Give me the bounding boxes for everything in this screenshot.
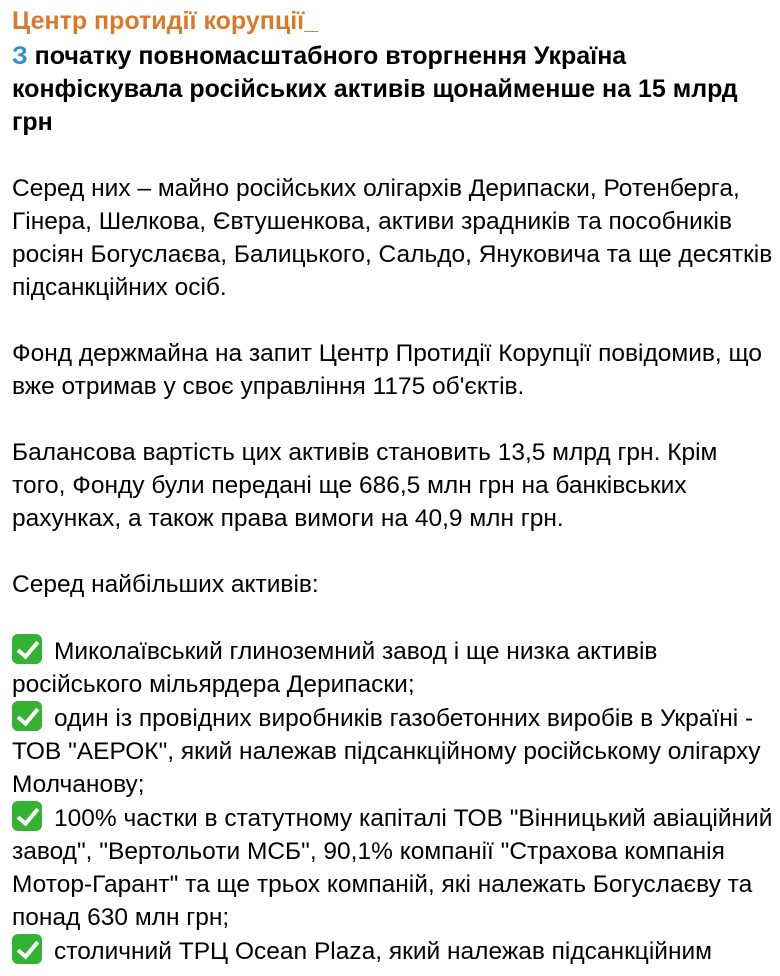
check-mark-icon bbox=[12, 801, 42, 831]
list-item bbox=[12, 801, 774, 934]
title-text: початку повномасштабного вторгнення Україна конфіскувала російських активів щонайменше на 15 млрд грн bbox=[12, 42, 738, 136]
check-mark-icon bbox=[12, 701, 42, 731]
list-item-text: 100% частки в статутному капіталі ТОВ "Вінницький авіаційний завод", "Вертольоти МСБ", 90,1% компанії "Страхова компанія Мотор-Гарант" та ще трьох компаній, які належать Богуслаєву та понад 630 млн грн; bbox=[12, 805, 773, 931]
list-item-text: один із провідних виробників газобетонних виробів в Україні - ТОВ "АЕРОК", який належав підсанкційному російському олігарху Молчанову; bbox=[12, 705, 761, 798]
spacer bbox=[12, 139, 774, 172]
spacer bbox=[12, 535, 774, 568]
paragraph-largest-assets: Серед найбільших активів: bbox=[12, 571, 319, 598]
paragraph-oligarchs: Серед них – майно російських олігархів Дерипаски, Ротенберга, Гінера, Шелкова, Євтушенкова, активи зрадників та пособників росіян Богуслаєва, Балицького, Сальдо, Януковича та ще десятків підсанкційних осіб. bbox=[12, 175, 773, 301]
spacer bbox=[12, 304, 774, 337]
paragraph-balance: Балансова вартість цих активів становить 13,5 млрд грн. Крім того, Фонду були передані ще 686,5 млн грн на банківських рахунках, а також права вимоги на 40,9 млн грн. bbox=[12, 439, 718, 532]
list-item bbox=[12, 701, 774, 801]
paragraph-fund: Фонд держмайна на запит Центр Протидії Корупції повідомив, що вже отримав у своє управління 1175 об'єктів. bbox=[12, 340, 763, 400]
check-mark-icon bbox=[12, 934, 42, 964]
check-mark-icon bbox=[12, 634, 42, 664]
list-item-text: Миколаївський глиноземний завод і ще низка активів російського мільярдера Дерипаски; bbox=[12, 638, 658, 698]
list-item bbox=[12, 934, 774, 968]
spacer bbox=[12, 403, 774, 436]
message-post bbox=[12, 4, 774, 968]
post-title bbox=[12, 40, 774, 139]
title-initial: З bbox=[12, 42, 28, 70]
list-item-text: столичний ТРЦ Ocean Plaza, який належав підсанкційним bbox=[54, 938, 713, 965]
list-item bbox=[12, 634, 774, 701]
channel-name[interactable]: Центр протидії корупції_ bbox=[12, 7, 319, 35]
spacer bbox=[12, 601, 774, 634]
